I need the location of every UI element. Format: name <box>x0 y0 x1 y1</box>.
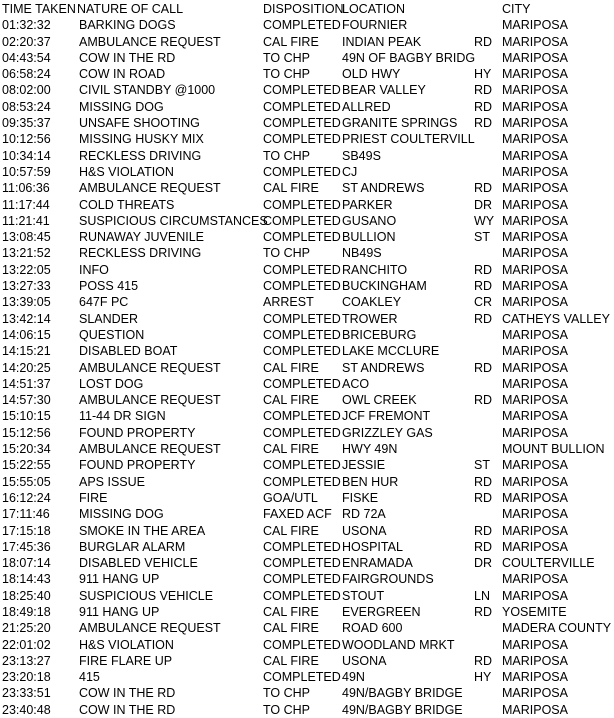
nature-cell: BURGLAR ALARM <box>79 539 186 554</box>
city-cell: MARIPOSA <box>502 67 568 82</box>
nature-cell: FOUND PROPERTY <box>79 425 196 440</box>
nature-cell: DISABLED BOAT <box>79 344 178 359</box>
table-row <box>2 131 614 147</box>
table-row <box>2 311 614 327</box>
location-cell: HWY 49N <box>342 442 398 457</box>
location-cell: STOUT <box>342 588 385 603</box>
location-cell: 49N/BAGBY BRIDGE <box>342 702 463 717</box>
header-disposition: DISPOSITION <box>263 2 344 16</box>
header-city: CITY <box>502 2 531 16</box>
table-row <box>2 115 614 131</box>
time-cell: 10:57:59 <box>2 164 51 179</box>
city-cell: MARIPOSA <box>502 181 568 196</box>
city-cell: MARIPOSA <box>502 197 568 212</box>
header-row <box>2 1 614 17</box>
city-cell: MARIPOSA <box>502 409 568 424</box>
city-cell: MARIPOSA <box>502 490 568 505</box>
table-row <box>2 343 614 359</box>
location-cell: CJ <box>342 164 358 179</box>
table-row <box>2 441 614 457</box>
disposition-cell: CAL FIRE <box>263 34 319 49</box>
time-cell: 10:12:56 <box>2 132 51 147</box>
disposition-cell: COMPLETED <box>263 572 341 587</box>
location-cell: FAIRGROUNDS <box>342 572 434 587</box>
table-row <box>2 245 614 261</box>
street-suffix-cell: RD <box>474 279 493 294</box>
disposition-cell: TO CHP <box>263 246 310 261</box>
table-row <box>2 685 614 701</box>
disposition-cell: CAL FIRE <box>263 442 319 457</box>
header-nature-of-call: NATURE OF CALL <box>77 2 184 16</box>
time-cell: 17:45:36 <box>2 539 51 554</box>
nature-cell: AMBULANCE REQUEST <box>79 442 221 457</box>
street-suffix-cell: RD <box>474 474 493 489</box>
street-suffix-cell: HY <box>474 670 492 685</box>
street-suffix-cell: RD <box>474 539 493 554</box>
disposition-cell: COMPLETED <box>263 116 341 131</box>
time-cell: 18:14:43 <box>2 572 51 587</box>
disposition-cell: COMPLETED <box>263 197 341 212</box>
call-rows <box>2 17 614 718</box>
nature-cell: MISSING DOG <box>79 99 164 114</box>
location-cell: SB49S <box>342 148 381 163</box>
nature-cell: 415 <box>79 670 100 685</box>
nature-cell: FIRE <box>79 490 108 505</box>
table-row <box>2 213 614 229</box>
street-suffix-cell: RD <box>474 604 493 619</box>
disposition-cell: COMPLETED <box>263 83 341 98</box>
nature-cell: UNSAFE SHOOTING <box>79 116 200 131</box>
time-cell: 14:06:15 <box>2 327 51 342</box>
street-suffix-cell: RD <box>474 653 493 668</box>
city-cell: MARIPOSA <box>502 572 568 587</box>
nature-cell: SUSPICIOUS CIRCUMSTANCES <box>79 213 268 228</box>
table-row <box>2 604 614 620</box>
street-suffix-cell: DR <box>474 556 493 571</box>
location-cell: GRANITE SPRINGS <box>342 116 458 131</box>
location-cell: BEN HUR <box>342 474 399 489</box>
street-suffix-cell: LN <box>474 588 490 603</box>
time-cell: 11:21:41 <box>2 213 50 228</box>
time-cell: 13:42:14 <box>2 311 51 326</box>
street-suffix-cell: RD <box>474 34 493 49</box>
disposition-cell: CAL FIRE <box>263 181 319 196</box>
time-cell: 02:20:37 <box>2 34 51 49</box>
city-cell: MARIPOSA <box>502 702 568 717</box>
nature-cell: RUNAWAY JUVENILE <box>79 230 205 245</box>
location-cell: NB49S <box>342 246 382 261</box>
time-cell: 22:01:02 <box>2 637 51 652</box>
location-cell: ST ANDREWS <box>342 181 425 196</box>
street-suffix-cell: RD <box>474 523 493 538</box>
table-row <box>2 653 614 669</box>
time-cell: 11:17:44 <box>2 197 50 212</box>
street-suffix-cell: RD <box>474 181 493 196</box>
disposition-cell: COMPLETED <box>263 670 341 685</box>
nature-cell: COW IN THE RD <box>79 50 176 65</box>
city-cell: MARIPOSA <box>502 653 568 668</box>
time-cell: 13:27:33 <box>2 279 51 294</box>
location-cell: PRIEST COULTERVILL <box>342 132 475 147</box>
nature-cell: COW IN ROAD <box>79 67 166 82</box>
street-suffix-cell: WY <box>474 213 495 228</box>
nature-cell: DISABLED VEHICLE <box>79 556 198 571</box>
time-cell: 23:20:18 <box>2 670 51 685</box>
street-suffix-cell: RD <box>474 99 493 114</box>
disposition-cell: COMPLETED <box>263 588 341 603</box>
location-cell: ALLRED <box>342 99 391 114</box>
city-cell: MARIPOSA <box>502 132 568 147</box>
time-cell: 10:34:14 <box>2 148 51 163</box>
city-cell: MARIPOSA <box>502 327 568 342</box>
disposition-cell: COMPLETED <box>263 474 341 489</box>
disposition-cell: TO CHP <box>263 686 310 701</box>
time-cell: 15:12:56 <box>2 425 51 440</box>
nature-cell: COLD THREATS <box>79 197 175 212</box>
table-row <box>2 571 614 587</box>
nature-cell: SUSPICIOUS VEHICLE <box>79 588 214 603</box>
city-cell: MARIPOSA <box>502 83 568 98</box>
nature-cell: 11-44 DR SIGN <box>79 409 166 424</box>
city-cell: MARIPOSA <box>502 360 568 375</box>
city-cell: MARIPOSA <box>502 474 568 489</box>
nature-cell: MISSING HUSKY MIX <box>79 132 204 147</box>
city-cell: MARIPOSA <box>502 507 568 522</box>
street-suffix-cell: CR <box>474 295 493 310</box>
time-cell: 09:35:37 <box>2 116 51 131</box>
disposition-cell: CAL FIRE <box>263 621 319 636</box>
location-cell: RD 72A <box>342 507 386 522</box>
location-cell: OWL CREEK <box>342 393 417 408</box>
location-cell: FISKE <box>342 490 379 505</box>
disposition-cell: CAL FIRE <box>263 604 319 619</box>
table-row <box>2 99 614 115</box>
table-row <box>2 50 614 66</box>
table-row <box>2 637 614 653</box>
street-suffix-cell: HY <box>474 67 492 82</box>
table-row <box>2 180 614 196</box>
nature-cell: FIRE FLARE UP <box>79 653 173 668</box>
city-cell: MARIPOSA <box>502 458 568 473</box>
time-cell: 14:15:21 <box>2 344 51 359</box>
nature-cell: RECKLESS DRIVING <box>79 246 202 261</box>
disposition-cell: COMPLETED <box>263 262 341 277</box>
time-cell: 14:51:37 <box>2 376 51 391</box>
table-row <box>2 17 614 33</box>
city-cell: MARIPOSA <box>502 262 568 277</box>
nature-cell: AMBULANCE REQUEST <box>79 360 221 375</box>
street-suffix-cell: RD <box>474 393 493 408</box>
city-cell: MARIPOSA <box>502 116 568 131</box>
city-cell: MARIPOSA <box>502 279 568 294</box>
city-cell: YOSEMITE <box>502 604 567 619</box>
nature-cell: 911 HANG UP <box>79 604 160 619</box>
city-cell: MARIPOSA <box>502 425 568 440</box>
street-suffix-cell: RD <box>474 311 493 326</box>
city-cell: MARIPOSA <box>502 148 568 163</box>
time-cell: 15:10:15 <box>2 409 51 424</box>
table-row <box>2 229 614 245</box>
nature-cell: 911 HANG UP <box>79 572 160 587</box>
location-cell: GRIZZLEY GAS <box>342 425 433 440</box>
disposition-cell: CAL FIRE <box>263 360 319 375</box>
table-row <box>2 702 614 718</box>
nature-cell: AMBULANCE REQUEST <box>79 181 221 196</box>
location-cell: JCF FREMONT <box>342 409 431 424</box>
table-row <box>2 34 614 50</box>
nature-cell: BARKING DOGS <box>79 18 176 33</box>
disposition-cell: TO CHP <box>263 702 310 717</box>
time-cell: 15:55:05 <box>2 474 51 489</box>
location-cell: COAKLEY <box>342 295 402 310</box>
city-cell: MARIPOSA <box>502 344 568 359</box>
nature-cell: FOUND PROPERTY <box>79 458 196 473</box>
city-cell: MARIPOSA <box>502 50 568 65</box>
street-suffix-cell: RD <box>474 262 493 277</box>
table-row <box>2 392 614 408</box>
nature-cell: H&S VIOLATION <box>79 637 174 652</box>
city-cell: MARIPOSA <box>502 213 568 228</box>
table-row <box>2 506 614 522</box>
disposition-cell: CAL FIRE <box>263 523 319 538</box>
time-cell: 16:12:24 <box>2 490 51 505</box>
street-suffix-cell: ST <box>474 458 490 473</box>
city-cell: MARIPOSA <box>502 670 568 685</box>
city-cell: MARIPOSA <box>502 246 568 261</box>
disposition-cell: CAL FIRE <box>263 653 319 668</box>
city-cell: MARIPOSA <box>502 295 568 310</box>
time-cell: 01:32:32 <box>2 18 51 33</box>
call-log <box>2 1 614 718</box>
city-cell: MARIPOSA <box>502 637 568 652</box>
nature-cell: AMBULANCE REQUEST <box>79 393 221 408</box>
location-cell: BRICEBURG <box>342 327 417 342</box>
disposition-cell: TO CHP <box>263 67 310 82</box>
table-row <box>2 490 614 506</box>
nature-cell: MISSING DOG <box>79 507 164 522</box>
table-row <box>2 555 614 571</box>
table-row <box>2 294 614 310</box>
location-cell: LAKE MCCLURE <box>342 344 440 359</box>
time-cell: 15:20:34 <box>2 442 51 457</box>
city-cell: MARIPOSA <box>502 393 568 408</box>
city-cell: MARIPOSA <box>502 99 568 114</box>
disposition-cell: COMPLETED <box>263 539 341 554</box>
disposition-cell: COMPLETED <box>263 556 341 571</box>
time-cell: 13:21:52 <box>2 246 51 261</box>
disposition-cell: COMPLETED <box>263 279 341 294</box>
time-cell: 18:49:18 <box>2 604 51 619</box>
disposition-cell: COMPLETED <box>263 425 341 440</box>
location-cell: BUCKINGHAM <box>342 279 427 294</box>
city-cell: MOUNT BULLION <box>502 442 605 457</box>
city-cell: MARIPOSA <box>502 376 568 391</box>
nature-cell: LOST DOG <box>79 376 144 391</box>
disposition-cell: COMPLETED <box>263 213 341 228</box>
nature-cell: APS ISSUE <box>79 474 145 489</box>
city-cell: MARIPOSA <box>502 230 568 245</box>
city-cell: MARIPOSA <box>502 686 568 701</box>
location-cell: HOSPITAL <box>342 539 403 554</box>
location-cell: BULLION <box>342 230 396 245</box>
table-row <box>2 197 614 213</box>
location-cell: BEAR VALLEY <box>342 83 426 98</box>
nature-cell: SLANDER <box>79 311 139 326</box>
disposition-cell: COMPLETED <box>263 409 341 424</box>
time-cell: 08:53:24 <box>2 99 51 114</box>
location-cell: GUSANO <box>342 213 397 228</box>
city-cell: MARIPOSA <box>502 164 568 179</box>
disposition-cell: COMPLETED <box>263 327 341 342</box>
street-suffix-cell: RD <box>474 360 493 375</box>
street-suffix-cell: DR <box>474 197 493 212</box>
table-row <box>2 164 614 180</box>
nature-cell: H&S VIOLATION <box>79 164 174 179</box>
city-cell: MARIPOSA <box>502 588 568 603</box>
location-cell: ACO <box>342 376 370 391</box>
location-cell: USONA <box>342 523 387 538</box>
time-cell: 18:07:14 <box>2 556 51 571</box>
table-row <box>2 278 614 294</box>
location-cell: OLD HWY <box>342 67 401 82</box>
header-location: LOCATION <box>342 2 405 16</box>
time-cell: 23:13:27 <box>2 653 51 668</box>
location-cell: ST ANDREWS <box>342 360 425 375</box>
table-row <box>2 408 614 424</box>
table-row <box>2 327 614 343</box>
table-row <box>2 669 614 685</box>
location-cell: TROWER <box>342 311 398 326</box>
location-cell: FOURNIER <box>342 18 408 33</box>
nature-cell: INFO <box>79 262 109 277</box>
disposition-cell: FAXED ACF <box>263 507 332 522</box>
disposition-cell: COMPLETED <box>263 376 341 391</box>
disposition-cell: TO CHP <box>263 148 310 163</box>
disposition-cell: COMPLETED <box>263 311 341 326</box>
city-cell: MARIPOSA <box>502 539 568 554</box>
nature-cell: SMOKE IN THE AREA <box>79 523 206 538</box>
city-cell: MADERA COUNTY <box>502 621 612 636</box>
table-row <box>2 523 614 539</box>
location-cell: USONA <box>342 653 387 668</box>
location-cell: INDIAN PEAK <box>342 34 422 49</box>
table-row <box>2 262 614 278</box>
time-cell: 04:43:54 <box>2 50 51 65</box>
header-time-taken: TIME TAKEN <box>2 2 76 16</box>
time-cell: 17:15:18 <box>2 523 51 538</box>
time-cell: 15:22:55 <box>2 458 51 473</box>
disposition-cell: COMPLETED <box>263 637 341 652</box>
disposition-cell: ARREST <box>263 295 314 310</box>
time-cell: 23:40:48 <box>2 702 51 717</box>
nature-cell: RECKLESS DRIVING <box>79 148 202 163</box>
city-cell: MARIPOSA <box>502 523 568 538</box>
time-cell: 06:58:24 <box>2 67 51 82</box>
time-cell: 14:57:30 <box>2 393 51 408</box>
table-row <box>2 588 614 604</box>
nature-cell: COW IN THE RD <box>79 702 176 717</box>
city-cell: MARIPOSA <box>502 34 568 49</box>
time-cell: 23:33:51 <box>2 686 51 701</box>
location-cell: WOODLAND MRKT <box>342 637 455 652</box>
time-cell: 11:06:36 <box>2 181 50 196</box>
nature-cell: POSS 415 <box>79 279 139 294</box>
table-row <box>2 539 614 555</box>
street-suffix-cell: RD <box>474 83 493 98</box>
disposition-cell: COMPLETED <box>263 458 341 473</box>
disposition-cell: COMPLETED <box>263 230 341 245</box>
disposition-cell: TO CHP <box>263 50 310 65</box>
nature-cell: CIVIL STANDBY @1000 <box>79 83 216 98</box>
nature-cell: 647F PC <box>79 295 129 310</box>
disposition-cell: CAL FIRE <box>263 393 319 408</box>
table-row <box>2 457 614 473</box>
table-row <box>2 82 614 98</box>
location-cell: RANCHITO <box>342 262 408 277</box>
street-suffix-cell: RD <box>474 490 493 505</box>
table-row <box>2 66 614 82</box>
location-cell: ROAD 600 <box>342 621 403 636</box>
location-cell: EVERGREEN <box>342 604 421 619</box>
disposition-cell: COMPLETED <box>263 344 341 359</box>
time-cell: 13:39:05 <box>2 295 51 310</box>
time-cell: 14:20:25 <box>2 360 51 375</box>
table-row <box>2 360 614 376</box>
disposition-cell: COMPLETED <box>263 132 341 147</box>
table-row <box>2 376 614 392</box>
city-cell: MARIPOSA <box>502 18 568 33</box>
time-cell: 08:02:00 <box>2 83 51 98</box>
nature-cell: AMBULANCE REQUEST <box>79 34 221 49</box>
nature-cell: COW IN THE RD <box>79 686 176 701</box>
table-row <box>2 148 614 164</box>
location-cell: ENRAMADA <box>342 556 413 571</box>
city-cell: CATHEYS VALLEY <box>502 311 610 326</box>
location-cell: 49N OF BAGBY BRIDG <box>342 50 476 65</box>
location-cell: 49N/BAGBY BRIDGE <box>342 686 463 701</box>
time-cell: 13:22:05 <box>2 262 51 277</box>
location-cell: PARKER <box>342 197 393 212</box>
disposition-cell: COMPLETED <box>263 18 341 33</box>
disposition-cell: COMPLETED <box>263 99 341 114</box>
table-row <box>2 425 614 441</box>
table-row <box>2 474 614 490</box>
nature-cell: QUESTION <box>79 327 145 342</box>
street-suffix-cell: RD <box>474 116 493 131</box>
location-cell: JESSIE <box>342 458 386 473</box>
location-cell: 49N <box>342 670 365 685</box>
time-cell: 18:25:40 <box>2 588 51 603</box>
nature-cell: AMBULANCE REQUEST <box>79 621 221 636</box>
disposition-cell: COMPLETED <box>263 164 341 179</box>
time-cell: 21:25:20 <box>2 621 51 636</box>
city-cell: COULTERVILLE <box>502 556 595 571</box>
disposition-cell: GOA/UTL <box>263 490 318 505</box>
time-cell: 17:11:46 <box>2 507 50 522</box>
street-suffix-cell: ST <box>474 230 490 245</box>
time-cell: 13:08:45 <box>2 230 51 245</box>
table-row <box>2 620 614 636</box>
